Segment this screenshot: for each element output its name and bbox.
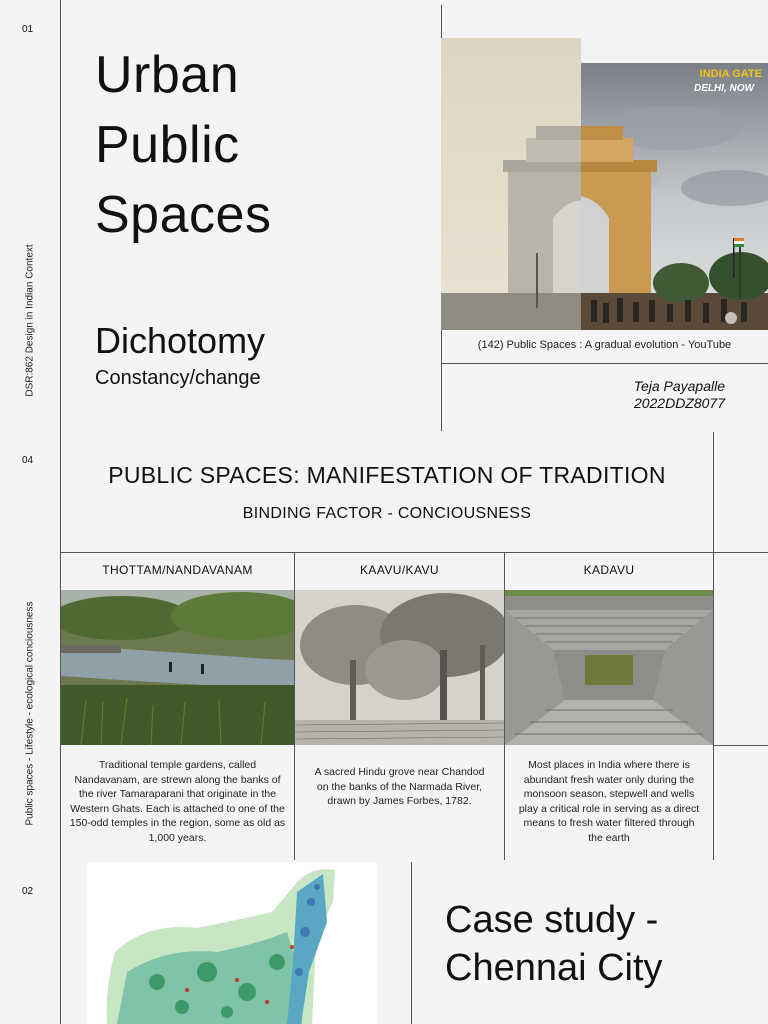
sacred-grove-illustration [295, 590, 504, 745]
tradition-heading: PUBLIC SPACES: MANIFESTATION OF TRADITION [108, 462, 666, 488]
case-study-title-line-2: Chennai City [445, 947, 663, 989]
stepwell-illustration [505, 590, 713, 745]
author-name: Teja Payapalle [633, 378, 725, 394]
case-study-title-line-1: Case study - [445, 899, 659, 941]
binding-factor-subheading: BINDING FACTOR - CONCIOUSNESS [242, 505, 532, 522]
chennai-map [87, 862, 377, 1024]
section3-divider [411, 862, 412, 1024]
column-description-kaavu: A sacred Hindu grove near Chandod on the banks of the Narmada River, drawn by James Forbes, 1782. [314, 766, 485, 807]
column-image-rule [713, 745, 768, 746]
column-heading-thottam: THOTTAM/NANDAVANAM [102, 563, 253, 577]
page-number-2: 04 [22, 455, 34, 466]
main-title-line-2: Public [95, 116, 240, 174]
india-gate-illustration [441, 38, 768, 330]
column-heading-kadavu: KADAVU [583, 563, 635, 577]
chennai-map-illustration [87, 862, 377, 1024]
stepwell-photo [505, 590, 713, 745]
author-id: 2022DDZ8077 [633, 395, 725, 411]
column-description-thottam: Traditional temple gardens, called Nandavanam, are strewn along the banks of the river Tamaraparani that originate in the Western Ghats. Each is attached to one of the 150-odd temples in the region, some as old as 1,000 years. [69, 759, 286, 844]
sidebar-course-label: DSR:862 Design in Indian Context [24, 244, 36, 397]
india-gate-photo [441, 38, 768, 330]
india-gate-caption: (142) Public Spaces : A gradual evolution - YouTube [477, 339, 732, 351]
case-study-title [445, 896, 663, 992]
section2-right-rule [713, 432, 714, 860]
main-title-line-3: Spaces [95, 186, 272, 244]
main-title [95, 40, 271, 250]
caption-rule [441, 363, 768, 364]
section2-header-rule [60, 552, 768, 553]
photo-overlay-subtitle: DELHI, NOW [694, 83, 754, 94]
page-number-1: 01 [22, 24, 34, 35]
author-block [560, 378, 725, 412]
column-heading-kaavu: KAAVU/KAVU [360, 563, 439, 577]
photo-overlay-title: INDIA GATE [699, 68, 762, 80]
column-description-kadavu: Most places in India where there is abundant fresh water only during the monsoon season, stepwell and wells play a critical role in serving as a direct means to fresh water filtered through the earth [518, 759, 700, 844]
temple-garden-photo [61, 590, 294, 745]
constancy-change-label: Constancy/change [95, 367, 261, 389]
page-number-3: 02 [22, 886, 34, 897]
sidebar-theme-label: Public spaces - Lifestyle - ecological conciousness [24, 601, 36, 826]
main-title-line-1: Urban [95, 46, 240, 104]
sacred-grove-drawing [295, 590, 504, 745]
temple-garden-illustration [61, 590, 294, 745]
dichotomy-heading: Dichotomy [95, 320, 266, 361]
